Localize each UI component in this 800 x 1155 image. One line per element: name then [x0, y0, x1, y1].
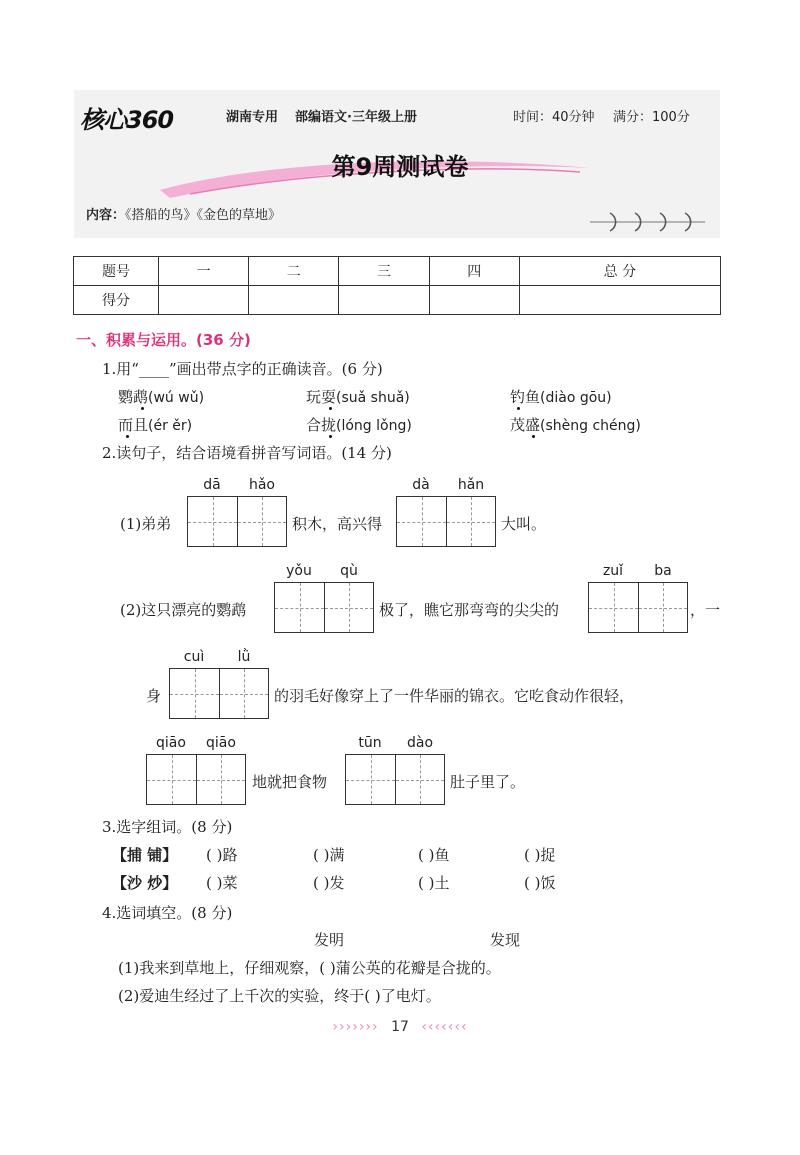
pinyin-label: dà	[412, 477, 430, 493]
writing-grid[interactable]	[396, 496, 496, 547]
q3-blank[interactable]: ( )满	[313, 846, 345, 864]
time-label: 时间：40分钟	[513, 110, 595, 125]
q1-item: 钓鱼(diào gōu)	[510, 388, 612, 406]
page-footer	[0, 1019, 800, 1035]
pinyin-label: dào	[406, 735, 434, 751]
brand-logo: 核心360	[80, 106, 174, 134]
pinyin-label: dā	[203, 477, 221, 493]
table-header-cell: 三	[339, 257, 429, 286]
q3-char-pair: 【沙 炒】	[112, 874, 178, 892]
sentence-text: 身	[146, 687, 162, 705]
writing-grid[interactable]	[274, 582, 374, 633]
sentence-text: 极了，瞧它那弯弯的尖尖的	[379, 601, 560, 619]
score-table	[73, 256, 721, 315]
q1-item: 合拢(lóng lǒng)	[306, 416, 412, 434]
score-cell[interactable]	[429, 286, 519, 315]
score-cell[interactable]	[249, 286, 339, 315]
emphasis-dot	[126, 435, 129, 438]
full-score-label: 满分：100分	[613, 110, 690, 125]
word-choice: 发现	[490, 931, 521, 949]
sentence-text: 积木，高兴得	[292, 515, 383, 533]
question-1-title: 1.用“____”画出带点字的正确读音。(6 分)	[102, 360, 383, 378]
pinyin-label: cuì	[183, 649, 205, 665]
pinyin-label: qiāo	[206, 735, 236, 751]
content-line	[86, 204, 281, 223]
decorative-arcs	[590, 210, 710, 234]
table-header-cell: 一	[159, 257, 249, 286]
q1-item: 鹦鹉(wú wǔ)	[118, 388, 205, 406]
table-header-cell: 四	[429, 257, 519, 286]
sentence-text: 大叫。	[501, 515, 547, 533]
q1-item: 而且(ér ěr)	[118, 416, 193, 434]
pinyin-label: tūn	[358, 735, 382, 751]
writing-grid[interactable]	[345, 754, 445, 805]
pinyin-label: ba	[654, 563, 672, 579]
q3-char-pair: 【捕 铺】	[112, 846, 178, 864]
q3-blank[interactable]: ( )土	[418, 874, 450, 892]
q3-blank[interactable]: ( )鱼	[418, 846, 450, 864]
question-4-title: 4.选词填空。(8 分)	[102, 904, 233, 922]
left-arrows: ›››››››	[332, 1019, 379, 1035]
question-2-title: 2.读句子，结合语境看拼音写词语。(14 分)	[102, 444, 392, 462]
page-number: 17	[391, 1019, 409, 1035]
pinyin-label: yǒu	[286, 563, 312, 579]
table-header-cell: 二	[249, 257, 339, 286]
score-cell[interactable]	[159, 286, 249, 315]
pinyin-label: hǎn	[457, 477, 485, 493]
emphasis-dot	[532, 435, 535, 438]
content-label: 内容：	[86, 208, 126, 223]
writing-grid[interactable]	[146, 754, 246, 805]
table-header-cell: 总 分	[519, 257, 720, 286]
q3-blank[interactable]: ( )捉	[524, 846, 556, 864]
section-title: 一、积累与运用。(36 分)	[76, 331, 251, 349]
pinyin-label: lǜ	[237, 649, 251, 665]
writing-grid[interactable]	[187, 496, 287, 547]
edition-label: 湖南专用	[226, 110, 279, 125]
sentence-text: 的羽毛好像穿上了一件华丽的锦衣。它吃食动作很轻，	[274, 687, 635, 705]
content-text: 《搭船的鸟》《金色的草地》	[125, 208, 282, 223]
q4-sentence: (1)我来到草地上，仔细观察，( )蒲公英的花瓣是合拢的。	[118, 959, 501, 977]
book-label: 部编语文·三年级上册	[295, 110, 417, 125]
table-header-cell: 题号	[74, 257, 159, 286]
score-cell[interactable]	[519, 286, 720, 315]
score-cell[interactable]	[339, 286, 429, 315]
pinyin-label: hǎo	[248, 477, 276, 493]
q3-blank[interactable]: ( )发	[313, 874, 345, 892]
page-title: 第9周测试卷	[331, 153, 469, 181]
q1-item: 玩耍(suǎ shuǎ)	[306, 388, 410, 406]
sentence-text: (1)弟弟	[120, 515, 172, 533]
q4-sentence: (2)爱迪生经过了上千次的实验，终于( )了电灯。	[118, 987, 441, 1005]
question-3-title: 3.选字组词。(8 分)	[102, 818, 233, 836]
sentence-text: 肚子里了。	[450, 773, 526, 791]
q1-item: 茂盛(shèng chéng)	[510, 416, 641, 434]
sentence-text: (2)这只漂亮的鹦鹉	[120, 601, 247, 619]
sentence-text: 地就把食物	[252, 773, 328, 791]
score-row-label: 得分	[74, 286, 159, 315]
pinyin-label: zuǐ	[602, 563, 624, 579]
pinyin-label: qù	[340, 563, 358, 579]
right-arrows: ‹‹‹‹‹‹‹	[421, 1019, 468, 1035]
q3-blank[interactable]: ( )路	[206, 846, 238, 864]
emphasis-dot	[517, 407, 520, 410]
emphasis-dot	[329, 435, 332, 438]
writing-grid[interactable]	[588, 582, 688, 633]
emphasis-dot	[329, 407, 332, 410]
pinyin-label: qiāo	[156, 735, 186, 751]
sentence-text: ，一	[690, 601, 721, 619]
word-choice: 发明	[314, 931, 345, 949]
writing-grid[interactable]	[169, 668, 269, 719]
emphasis-dot	[141, 407, 144, 410]
q3-blank[interactable]: ( )菜	[206, 874, 238, 892]
q3-blank[interactable]: ( )饭	[524, 874, 556, 892]
